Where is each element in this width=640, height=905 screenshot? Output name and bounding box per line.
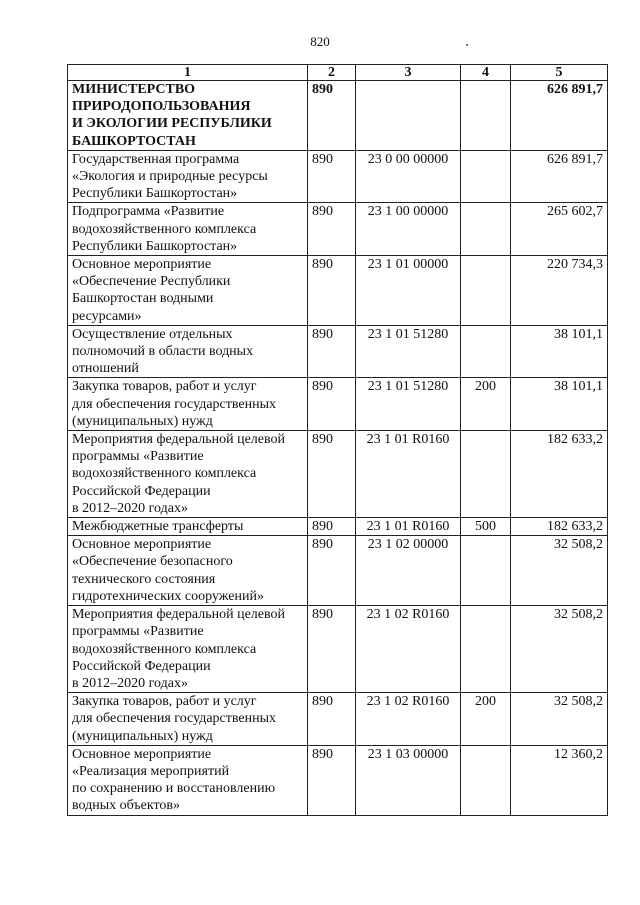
row-program-code: 23 1 03 00000 (356, 745, 461, 815)
header-row (68, 65, 608, 81)
row-amount: 626 891,7 (511, 81, 608, 151)
row-name (68, 378, 308, 431)
row-name (68, 203, 308, 256)
row-amount: 220 734,3 (511, 256, 608, 326)
row-name-line: Основное мероприятие (72, 257, 212, 273)
row-name-line: по сохранению и восстановлению (72, 781, 276, 797)
row-name-line: водохозяйственного комплекса (72, 221, 257, 237)
row-program-code: 23 1 01 R0160 (356, 518, 461, 536)
row-name-line: Государственная программа (72, 151, 240, 167)
row-amount: 32 508,2 (511, 536, 608, 606)
row-code: 890 (308, 203, 356, 256)
row-code: 890 (308, 606, 356, 693)
row-expense-type: 500 (461, 518, 511, 536)
table-row (68, 81, 608, 151)
row-name-line: Республики Башкортостан» (72, 186, 238, 202)
row-expense-type (461, 745, 511, 815)
row-name (68, 81, 308, 151)
row-name-line: для обеспечения государственных (72, 711, 276, 727)
row-name-line: ПРИРОДОПОЛЬЗОВАНИЯ (72, 99, 251, 115)
table-row (68, 431, 608, 518)
row-name-line: И ЭКОЛОГИИ РЕСПУБЛИКИ (72, 116, 272, 132)
table-row (68, 150, 608, 203)
row-program-code: 23 1 00 00000 (356, 203, 461, 256)
col-header-1: 1 (68, 65, 308, 81)
budget-table (67, 64, 608, 816)
row-name-line: в 2012–2020 годах» (72, 675, 188, 691)
col-header-5: 5 (511, 65, 608, 81)
row-name-line: программы «Развитие (72, 449, 204, 465)
row-amount: 12 360,2 (511, 745, 608, 815)
row-amount: 32 508,2 (511, 693, 608, 746)
row-name-line: водных объектов» (72, 798, 181, 814)
row-code: 890 (308, 378, 356, 431)
row-expense-type (461, 606, 511, 693)
row-name-line: водохозяйственного комплекса (72, 466, 257, 482)
row-code: 890 (308, 431, 356, 518)
row-name (68, 431, 308, 518)
row-amount: 182 633,2 (511, 518, 608, 536)
row-name-line: Мероприятия федеральной целевой (72, 607, 285, 623)
row-name-line: «Обеспечение безопасного (72, 554, 233, 570)
row-name-line: Межбюджетные трансферты (72, 519, 244, 535)
row-name-line: Основное мероприятие (72, 537, 212, 553)
row-name-line: технического состояния (72, 571, 216, 587)
row-name (68, 693, 308, 746)
row-code: 890 (308, 325, 356, 378)
row-name-line: ресурсами» (72, 308, 142, 324)
row-program-code: 23 1 02 R0160 (356, 606, 461, 693)
row-amount: 182 633,2 (511, 431, 608, 518)
row-name-line: для обеспечения государственных (72, 396, 276, 412)
row-program-code: 23 0 00 00000 (356, 150, 461, 203)
row-program-code: 23 1 02 R0160 (356, 693, 461, 746)
row-expense-type (461, 203, 511, 256)
row-expense-type (461, 325, 511, 378)
row-name-line: Закупка товаров, работ и услуг (72, 694, 257, 710)
row-expense-type (461, 431, 511, 518)
row-name-line: (муниципальных) нужд (72, 728, 213, 744)
row-name-line: программы «Развитие (72, 624, 204, 640)
row-amount: 32 508,2 (511, 606, 608, 693)
row-code: 890 (308, 745, 356, 815)
col-header-3: 3 (356, 65, 461, 81)
row-name (68, 745, 308, 815)
row-name-line: Российской Федерации (72, 483, 211, 499)
row-name-line: Мероприятия федеральной целевой (72, 432, 285, 448)
row-name-line: «Обеспечение Республики (72, 274, 231, 290)
row-name (68, 325, 308, 378)
row-expense-type (461, 536, 511, 606)
row-name-line: Республики Башкортостан» (72, 238, 238, 254)
row-name-line: Подпрограмма «Развитие (72, 204, 225, 220)
row-name-line: МИНИСТЕРСТВО (72, 82, 196, 97)
row-code: 890 (308, 150, 356, 203)
row-name-line: отношений (72, 361, 139, 377)
table-body (68, 81, 608, 816)
table-row (68, 256, 608, 326)
col-header-4: 4 (461, 65, 511, 81)
table-row (68, 536, 608, 606)
row-program-code: 23 1 01 51280 (356, 378, 461, 431)
row-name-line: Закупка товаров, работ и услуг (72, 379, 257, 395)
scan-speck (466, 44, 468, 46)
table-row (68, 606, 608, 693)
row-code: 890 (308, 518, 356, 536)
table-row (68, 203, 608, 256)
row-program-code: 23 1 02 00000 (356, 536, 461, 606)
row-amount: 38 101,1 (511, 325, 608, 378)
table-row (68, 378, 608, 431)
table-row (68, 745, 608, 815)
row-amount: 265 602,7 (511, 203, 608, 256)
row-name-line: водохозяйственного комплекса (72, 641, 257, 657)
row-name-line: в 2012–2020 годах» (72, 500, 188, 516)
row-name (68, 536, 308, 606)
row-name-line: Российской Федерации (72, 658, 211, 674)
table-row (68, 518, 608, 536)
row-expense-type (461, 150, 511, 203)
row-name-line: БАШКОРТОСТАН (72, 133, 196, 149)
page-number: 820 (310, 34, 330, 49)
row-name-line: «Экология и природные ресурсы (72, 169, 268, 185)
row-name (68, 606, 308, 693)
row-code: 890 (308, 536, 356, 606)
row-name (68, 150, 308, 203)
row-expense-type: 200 (461, 378, 511, 431)
row-expense-type (461, 81, 511, 151)
row-program-code: 23 1 01 R0160 (356, 431, 461, 518)
row-name-line: (муниципальных) нужд (72, 413, 213, 429)
table-row (68, 693, 608, 746)
row-code: 890 (308, 256, 356, 326)
row-name (68, 256, 308, 326)
row-program-code (356, 81, 461, 151)
row-name-line: гидротехнических сооружений» (72, 588, 264, 604)
row-name-line: «Реализация мероприятий (72, 763, 230, 779)
col-header-2: 2 (308, 65, 356, 81)
row-expense-type (461, 256, 511, 326)
row-amount: 626 891,7 (511, 150, 608, 203)
row-name (68, 518, 308, 536)
row-name-line: Основное мероприятие (72, 746, 212, 762)
row-program-code: 23 1 01 00000 (356, 256, 461, 326)
table-row (68, 325, 608, 378)
row-name-line: Осуществление отдельных (72, 326, 233, 342)
row-amount: 38 101,1 (511, 378, 608, 431)
row-code: 890 (308, 81, 356, 151)
row-name-line: Башкортостан водными (72, 291, 214, 307)
row-program-code: 23 1 01 51280 (356, 325, 461, 378)
row-name-line: полномочий в области водных (72, 344, 254, 360)
row-code: 890 (308, 693, 356, 746)
row-expense-type: 200 (461, 693, 511, 746)
